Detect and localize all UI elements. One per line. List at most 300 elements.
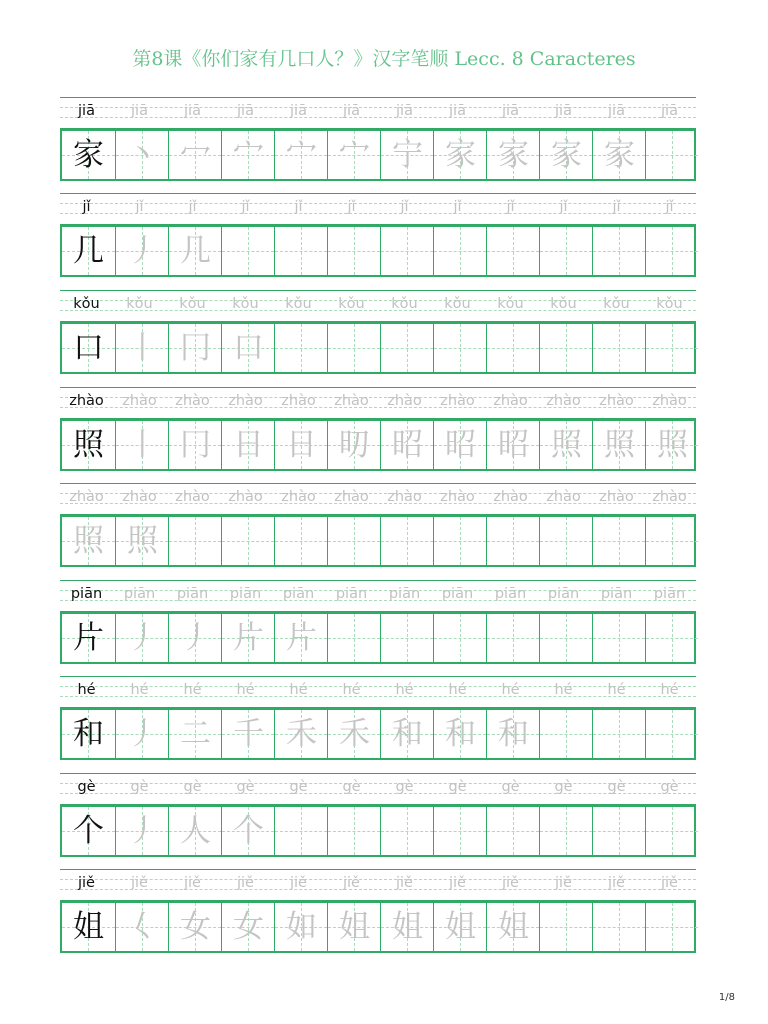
grid-cell (327, 517, 380, 565)
stroke-step-character (593, 807, 646, 855)
grid-cell (592, 903, 645, 951)
grid-cell (274, 903, 327, 951)
pinyin-label: jǐ (347, 199, 356, 215)
pinyin-band (60, 773, 696, 805)
stroke-step-character: 个 (233, 813, 264, 849)
grid-cell (221, 710, 274, 758)
stroke-order-row (60, 869, 696, 955)
grid-cell (380, 807, 433, 855)
model-character: 家 (73, 137, 104, 173)
stroke-step-character: 姐 (392, 909, 423, 945)
pinyin-label: zhào (122, 393, 157, 409)
stroke-step-character: 二 (180, 716, 211, 752)
pinyin-label: jiě (449, 875, 466, 891)
pinyin-label: kǒu (126, 296, 153, 312)
grid-cell (274, 131, 327, 179)
grid-cell (327, 903, 380, 951)
stroke-step-character (487, 227, 540, 275)
grid-cell (327, 807, 380, 855)
stroke-step-character (222, 227, 275, 275)
pinyin-label: zhào (281, 393, 316, 409)
pinyin-label: hé (289, 682, 308, 698)
pinyin-label: jiě (608, 875, 625, 891)
pinyin-label: zhào (440, 393, 475, 409)
page-number: 1/8 (718, 992, 735, 1003)
character-grid (60, 901, 696, 953)
grid-cell (380, 614, 433, 662)
grid-cell (645, 614, 698, 662)
pinyin-label: gè (448, 779, 467, 795)
stroke-step-character: 禾 (339, 716, 370, 752)
stroke-order-row (60, 483, 696, 569)
grid-cell (62, 903, 115, 951)
stroke-step-character: 姐 (339, 909, 370, 945)
grid-cell (380, 421, 433, 469)
pinyin-label: jiě (396, 875, 413, 891)
stroke-step-character: 女 (180, 909, 211, 945)
pinyin-label: jiā (184, 103, 201, 119)
grid-cell (115, 710, 168, 758)
pinyin-label: piān (176, 586, 209, 602)
stroke-step-character: 丨 (127, 427, 158, 463)
pinyin-label: jiā (78, 103, 95, 119)
pinyin-label: zhào (599, 489, 634, 505)
stroke-step-character (540, 807, 593, 855)
grid-cell (380, 227, 433, 275)
stroke-step-character (540, 227, 593, 275)
grid-cell (539, 324, 592, 372)
stroke-step-character: 千 (233, 716, 264, 752)
grid-cell (327, 324, 380, 372)
grid-cell (115, 614, 168, 662)
pinyin-label: jǐ (400, 199, 409, 215)
grid-cell (433, 614, 486, 662)
grid-cell (168, 710, 221, 758)
pinyin-label: jǐ (612, 199, 621, 215)
pinyin-label: jǐ (506, 199, 515, 215)
stroke-step-character: 冖 (180, 137, 211, 173)
pinyin-label: gè (183, 779, 202, 795)
stroke-step-character (593, 614, 646, 662)
pinyin-label: piān (282, 586, 315, 602)
stroke-step-character: 宀 (286, 137, 317, 173)
stroke-step-character: 日 (233, 427, 264, 463)
grid-cell (486, 517, 539, 565)
pinyin-label: zhào (228, 489, 263, 505)
stroke-step-character (487, 324, 540, 372)
grid-cell (221, 421, 274, 469)
grid-cell (221, 807, 274, 855)
pinyin-label: kǒu (179, 296, 206, 312)
grid-cell (274, 614, 327, 662)
grid-cell (62, 421, 115, 469)
stroke-step-character (381, 227, 434, 275)
grid-cell (433, 324, 486, 372)
stroke-step-character (646, 131, 699, 179)
grid-cell (539, 903, 592, 951)
grid-cell (115, 227, 168, 275)
grid-cell (380, 131, 433, 179)
pinyin-label: zhào (440, 489, 475, 505)
stroke-step-character (275, 807, 328, 855)
pinyin-label: zhào (281, 489, 316, 505)
grid-cell (592, 517, 645, 565)
stroke-step-character: 女 (233, 909, 264, 945)
pinyin-label: jǐ (241, 199, 250, 215)
pinyin-label: jiě (237, 875, 254, 891)
pinyin-label: piān (123, 586, 156, 602)
pinyin-label: jiā (661, 103, 678, 119)
pinyin-label: hé (501, 682, 520, 698)
pinyin-label: jiā (237, 103, 254, 119)
stroke-order-row (60, 580, 696, 666)
stroke-step-character: 宀 (233, 137, 264, 173)
character-grid (60, 419, 696, 471)
pinyin-label: jǐ (188, 199, 197, 215)
stroke-step-character (646, 517, 699, 565)
character-grid (60, 322, 696, 374)
model-character: 照 (73, 523, 104, 559)
grid-cell (592, 710, 645, 758)
grid-cell (115, 131, 168, 179)
stroke-step-character: 家 (445, 137, 476, 173)
model-character: 几 (73, 233, 104, 269)
grid-cell (274, 517, 327, 565)
grid-cell (486, 710, 539, 758)
pinyin-band (60, 869, 696, 901)
pinyin-band (60, 97, 696, 129)
grid-cell (327, 614, 380, 662)
character-grid (60, 612, 696, 664)
stroke-step-character (487, 517, 540, 565)
stroke-step-character (275, 517, 328, 565)
pinyin-label: zhào (652, 489, 687, 505)
stroke-step-character (434, 324, 487, 372)
pinyin-label: zhào (599, 393, 634, 409)
stroke-step-character (646, 324, 699, 372)
model-character: 口 (73, 330, 104, 366)
stroke-step-character: 冂 (180, 330, 211, 366)
grid-cell (274, 421, 327, 469)
pinyin-band (60, 193, 696, 225)
grid-cell (645, 710, 698, 758)
grid-cell (433, 131, 486, 179)
stroke-step-character (540, 324, 593, 372)
stroke-step-character (434, 517, 487, 565)
pinyin-band (60, 483, 696, 515)
stroke-step-character (646, 807, 699, 855)
pinyin-label: zhào (228, 393, 263, 409)
pinyin-label: kǒu (338, 296, 365, 312)
stroke-step-character (434, 614, 487, 662)
grid-cell (274, 324, 327, 372)
stroke-step-character: 旫 (339, 427, 370, 463)
stroke-order-row (60, 193, 696, 279)
stroke-step-character: 和 (498, 716, 529, 752)
stroke-step-character: 如 (286, 909, 317, 945)
stroke-step-character: 姐 (498, 909, 529, 945)
stroke-step-character: 𡿨 (127, 909, 158, 945)
pinyin-label: zhào (334, 489, 369, 505)
stroke-step-character: 和 (392, 716, 423, 752)
stroke-step-character: 昭 (392, 427, 423, 463)
model-character: 照 (73, 427, 104, 463)
stroke-step-character (381, 517, 434, 565)
grid-cell (221, 324, 274, 372)
pinyin-label: piān (70, 586, 103, 602)
pinyin-label: jiě (184, 875, 201, 891)
stroke-step-character (222, 517, 275, 565)
grid-cell (168, 421, 221, 469)
pinyin-label: jiā (608, 103, 625, 119)
pinyin-label: gè (554, 779, 573, 795)
stroke-step-character (540, 710, 593, 758)
stroke-step-character (434, 807, 487, 855)
grid-cell (115, 903, 168, 951)
character-grid (60, 225, 696, 277)
pinyin-label: jǐ (665, 199, 674, 215)
stroke-step-character (434, 227, 487, 275)
stroke-step-character (540, 517, 593, 565)
grid-cell (62, 710, 115, 758)
pinyin-label: zhào (387, 489, 422, 505)
grid-cell (645, 903, 698, 951)
pinyin-label: gè (289, 779, 308, 795)
pinyin-label: jiā (555, 103, 572, 119)
grid-cell (380, 710, 433, 758)
pinyin-label: jǐ (453, 199, 462, 215)
stroke-step-character (328, 517, 381, 565)
stroke-order-row (60, 773, 696, 859)
pinyin-label: jiě (555, 875, 572, 891)
stroke-step-character: 和 (445, 716, 476, 752)
grid-cell (592, 614, 645, 662)
grid-cell (274, 807, 327, 855)
stroke-step-character: 口 (233, 330, 264, 366)
grid-cell (486, 903, 539, 951)
stroke-step-character: 家 (498, 137, 529, 173)
stroke-step-character: 家 (604, 137, 635, 173)
pinyin-label: hé (77, 682, 96, 698)
stroke-step-character (275, 227, 328, 275)
grid-cell (221, 517, 274, 565)
pinyin-label: gè (77, 779, 96, 795)
pinyin-label: kǒu (603, 296, 630, 312)
stroke-step-character: 宀 (339, 137, 370, 173)
grid-cell (327, 227, 380, 275)
pinyin-label: piān (388, 586, 421, 602)
stroke-step-character: 丶 (127, 137, 158, 173)
stroke-step-character (593, 227, 646, 275)
grid-cell (539, 131, 592, 179)
stroke-step-character: 禾 (286, 716, 317, 752)
pinyin-label: zhào (546, 393, 581, 409)
pinyin-band (60, 290, 696, 322)
pinyin-label: kǒu (232, 296, 259, 312)
stroke-step-character (381, 324, 434, 372)
grid-cell (327, 710, 380, 758)
stroke-step-character (593, 710, 646, 758)
stroke-step-character: 照 (127, 523, 158, 559)
pinyin-label: piān (653, 586, 686, 602)
stroke-order-row (60, 290, 696, 376)
grid-cell (221, 131, 274, 179)
pinyin-label: jiā (449, 103, 466, 119)
grid-cell (592, 421, 645, 469)
pinyin-label: zhào (546, 489, 581, 505)
pinyin-label: zhào (69, 393, 104, 409)
grid-cell (168, 517, 221, 565)
stroke-step-character: 几 (180, 233, 211, 269)
pinyin-label: hé (236, 682, 255, 698)
character-grid (60, 805, 696, 857)
stroke-step-character: 姐 (445, 909, 476, 945)
grid-cell (486, 227, 539, 275)
stroke-step-character: 冂 (180, 427, 211, 463)
grid-cell (592, 131, 645, 179)
stroke-order-row (60, 97, 696, 183)
stroke-step-character: 昭 (498, 427, 529, 463)
stroke-step-character (487, 614, 540, 662)
pinyin-label: gè (607, 779, 626, 795)
pinyin-band (60, 676, 696, 708)
grid-cell (327, 131, 380, 179)
stroke-step-character (328, 324, 381, 372)
grid-cell (115, 421, 168, 469)
stroke-step-character: 照 (604, 427, 635, 463)
pinyin-label: gè (395, 779, 414, 795)
pinyin-label: zhào (175, 393, 210, 409)
pinyin-label: gè (501, 779, 520, 795)
grid-cell (221, 903, 274, 951)
pinyin-label: gè (236, 779, 255, 795)
grid-cell (433, 227, 486, 275)
stroke-step-character (328, 807, 381, 855)
stroke-step-character (593, 324, 646, 372)
pinyin-label: jiě (661, 875, 678, 891)
character-grid (60, 515, 696, 567)
grid-cell (645, 517, 698, 565)
grid-cell (539, 807, 592, 855)
pinyin-label: hé (130, 682, 149, 698)
grid-cell (168, 324, 221, 372)
stroke-step-character (593, 517, 646, 565)
grid-cell (380, 517, 433, 565)
pinyin-label: hé (448, 682, 467, 698)
pinyin-label: zhào (493, 489, 528, 505)
grid-cell (274, 710, 327, 758)
stroke-step-character: 片 (233, 620, 264, 656)
pinyin-label: jǐ (559, 199, 568, 215)
stroke-order-row (60, 676, 696, 762)
grid-cell (592, 807, 645, 855)
character-grid (60, 708, 696, 760)
model-character: 和 (73, 716, 104, 752)
pinyin-label: piān (547, 586, 580, 602)
pinyin-label: kǒu (391, 296, 418, 312)
grid-cell (168, 614, 221, 662)
stroke-step-character (381, 614, 434, 662)
pinyin-label: jiě (78, 875, 95, 891)
grid-cell (62, 807, 115, 855)
grid-cell (592, 324, 645, 372)
grid-cell (115, 517, 168, 565)
grid-cell (539, 517, 592, 565)
grid-cell (433, 421, 486, 469)
pinyin-label: kǒu (444, 296, 471, 312)
grid-cell (221, 227, 274, 275)
grid-cell (645, 324, 698, 372)
pinyin-label: zhào (175, 489, 210, 505)
pinyin-label: gè (130, 779, 149, 795)
stroke-step-character: 人 (180, 813, 211, 849)
stroke-step-character: 丿 (127, 233, 158, 269)
stroke-step-character (169, 517, 222, 565)
stroke-step-character: 丿 (127, 620, 158, 656)
pinyin-label: jiā (290, 103, 307, 119)
grid-cell (539, 227, 592, 275)
stroke-step-character: 丿 (180, 620, 211, 656)
stroke-step-character: 片 (286, 620, 317, 656)
character-grid (60, 129, 696, 181)
pinyin-label: jǐ (294, 199, 303, 215)
grid-cell (433, 710, 486, 758)
stroke-step-character (540, 614, 593, 662)
stroke-step-character (646, 614, 699, 662)
stroke-step-character: 宁 (392, 137, 423, 173)
pinyin-label: jiā (396, 103, 413, 119)
grid-cell (592, 227, 645, 275)
grid-cell (645, 227, 698, 275)
grid-cell (62, 131, 115, 179)
stroke-step-character (646, 903, 699, 951)
grid-cell (486, 614, 539, 662)
pinyin-label: zhào (652, 393, 687, 409)
pinyin-label: zhào (387, 393, 422, 409)
pinyin-label: zhào (69, 489, 104, 505)
pinyin-label: jiě (131, 875, 148, 891)
grid-cell (62, 227, 115, 275)
pinyin-label: zhào (493, 393, 528, 409)
page-title: 第8课《你们家有几口人？》汉字笔顺 Lecc. 8 Caracteres (132, 48, 636, 70)
stroke-step-character (328, 614, 381, 662)
pinyin-band (60, 580, 696, 612)
grid-cell (645, 807, 698, 855)
pinyin-label: hé (554, 682, 573, 698)
grid-cell (380, 903, 433, 951)
stroke-step-character: 昭 (445, 427, 476, 463)
stroke-step-character: 家 (551, 137, 582, 173)
model-character: 个 (73, 813, 104, 849)
grid-cell (486, 324, 539, 372)
grid-cell (327, 421, 380, 469)
pinyin-label: hé (607, 682, 626, 698)
pinyin-label: gè (342, 779, 361, 795)
grid-cell (539, 710, 592, 758)
stroke-step-character (487, 807, 540, 855)
pinyin-label: hé (395, 682, 414, 698)
grid-cell (486, 131, 539, 179)
stroke-step-character (275, 324, 328, 372)
grid-cell (486, 421, 539, 469)
model-character: 姐 (73, 909, 104, 945)
grid-cell (221, 614, 274, 662)
grid-cell (433, 807, 486, 855)
pinyin-label: jiā (131, 103, 148, 119)
grid-cell (168, 903, 221, 951)
grid-cell (380, 324, 433, 372)
grid-cell (62, 614, 115, 662)
